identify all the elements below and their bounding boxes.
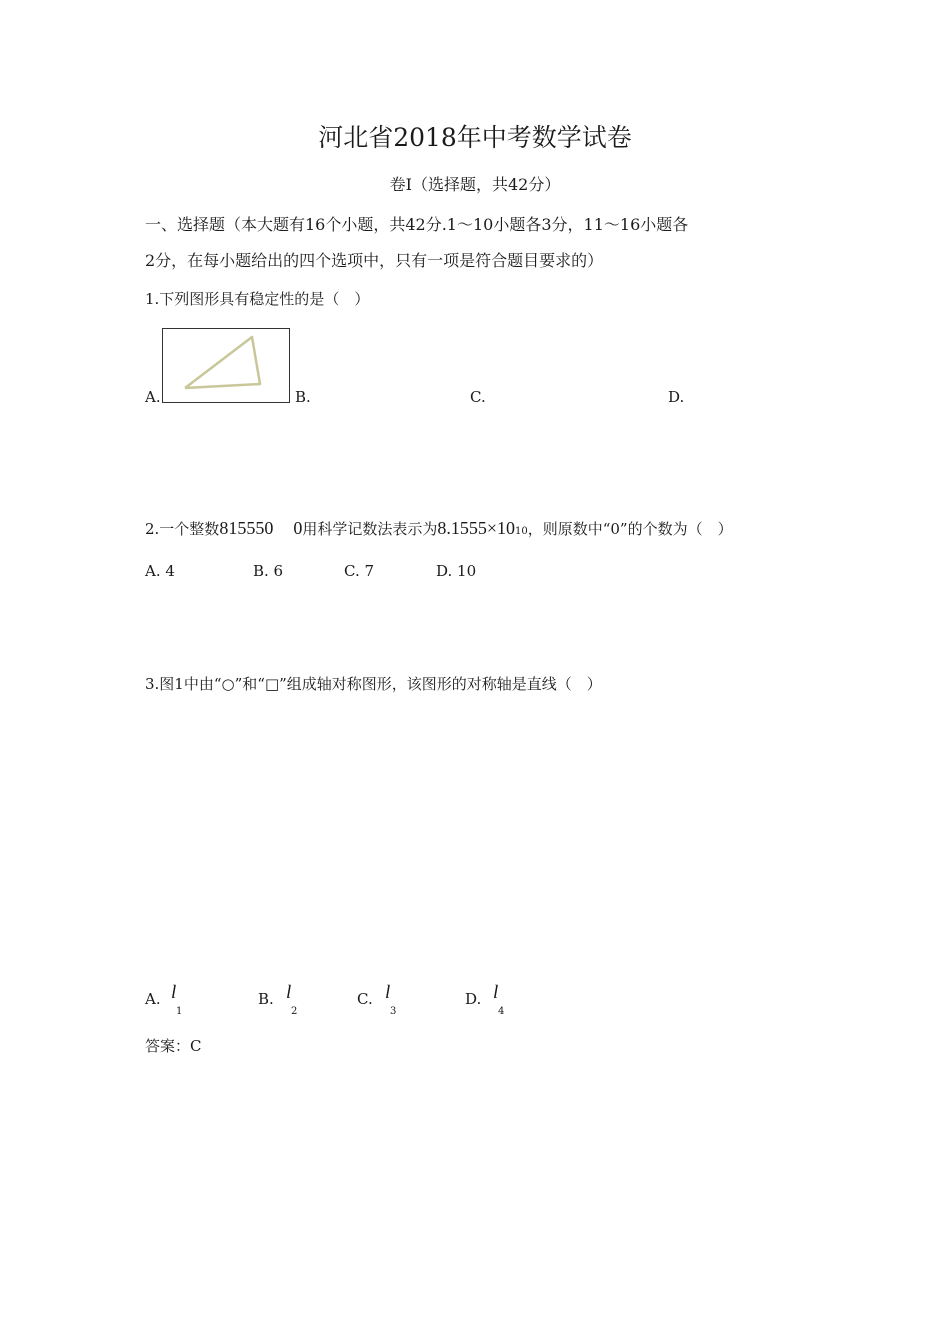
q3-option-c-label: C.: [357, 990, 373, 1008]
section-instructions-line-2: 2分，在每小题给出的四个选项中，只有一项是符合题目要求的）: [145, 251, 604, 270]
q3-option-c: [357, 982, 397, 1017]
q1-option-c: C.: [470, 388, 486, 406]
q2-prefix: 2.一个整数: [145, 520, 220, 538]
q2-middle: 用科学记数法表示为: [302, 520, 438, 538]
q3-option-b-variable: l: [286, 982, 292, 1003]
q1-stem: 1.下列图形具有稳定性的是（ ）: [145, 290, 370, 308]
q2-suffix: ，则原数中“0”的个数为（ ）: [527, 520, 733, 538]
triangle-icon: [163, 329, 289, 402]
q3-option-c-variable: l: [385, 982, 391, 1003]
q1-option-d: D.: [668, 388, 685, 406]
q3-option-d: [465, 982, 505, 1017]
page-title: 河北省2018年中考数学试卷: [318, 123, 632, 152]
q2-option-b: B. 6: [253, 562, 284, 580]
q2-sci-base: 8.1555×10: [437, 518, 515, 538]
q3-stem: 3.图1中由“○”和“□”组成轴对称图形，该图形的对称轴是直线（ ）: [145, 675, 602, 693]
q3-option-a-variable: l: [171, 982, 177, 1003]
paper-subtitle: 卷Ⅰ（选择题，共42分）: [389, 175, 561, 194]
q2-sci-exponent: 10: [514, 526, 528, 537]
q2-option-a: A. 4: [145, 562, 175, 580]
q1-option-b: B.: [295, 388, 311, 406]
q3-option-d-label: D.: [465, 990, 482, 1008]
q2-number-part2: 0: [293, 518, 303, 538]
q3-option-b-subscript: 2: [291, 1006, 298, 1017]
q3-option-d-variable: l: [493, 982, 499, 1003]
q3-option-c-subscript: 3: [390, 1006, 397, 1017]
q2-stem: [145, 518, 733, 539]
q3-answer: 答案：C: [145, 1037, 202, 1055]
q3-option-b: [258, 982, 298, 1017]
q3-option-a-subscript: 1: [176, 1006, 183, 1017]
q3-option-d-subscript: 4: [498, 1006, 505, 1017]
q2-option-d: D. 10: [436, 562, 477, 580]
q1-figure-a: [162, 328, 290, 403]
q3-option-b-label: B.: [258, 990, 274, 1008]
q2-number-part1: 815550: [219, 518, 274, 538]
q3-option-a: [145, 982, 183, 1017]
q1-option-a: A.: [145, 388, 161, 406]
section-instructions-line-1: 一、选择题（本大题有16个小题，共42分.1～10小题各3分，11～16小题各: [145, 215, 689, 234]
q2-option-c: C. 7: [344, 562, 375, 580]
q3-option-a-label: A.: [145, 990, 161, 1008]
